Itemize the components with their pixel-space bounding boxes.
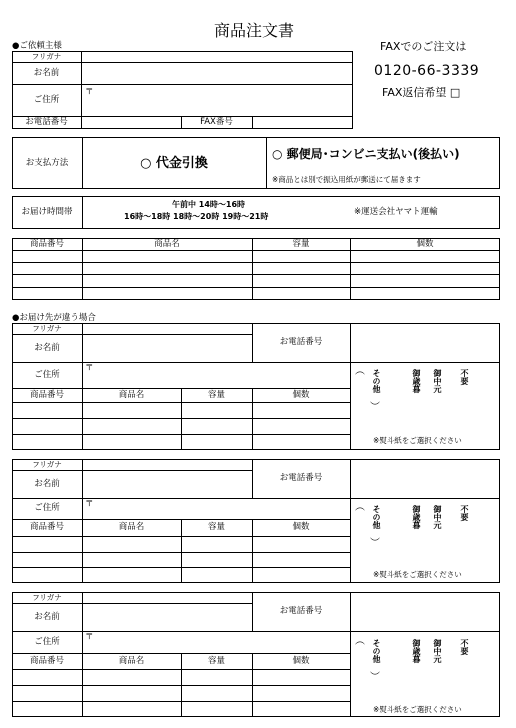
items-header-code: 商品番号 [29,238,64,249]
delivery-time-slots-1[interactable]: 午前中 14時～16時 [172,200,246,209]
alt3-noshi-note: ※熨斗紙をご選択ください [373,705,462,714]
alt3-noshi-option-other[interactable]: その他 [372,639,381,663]
alt1-noshi-option-oseibo[interactable]: 御歳暮 [412,369,421,393]
page-title: 商品注文書 [214,21,295,40]
alt2-noshi-option-oseibo[interactable]: 御歳暮 [412,505,421,529]
requester-furigana-field[interactable] [82,52,352,62]
alt2-address-label: ご住所 [34,503,60,514]
carrier-note: ※運送会社ヤマト運輸 [354,207,438,217]
alt1-furigana-label: フリガナ [32,323,62,333]
alt1-noshi-option-ochugen[interactable]: 御中元 [433,369,442,393]
alt3-noshi-option-none[interactable]: 不要 [460,639,469,655]
alt3-noshi-bracket-open: ︵ [355,636,365,647]
alt2-noshi-bracket-close: ︶ [370,538,380,549]
alt1-noshi-bracket-open: ︵ [355,366,365,377]
alt3-postal-mark: 〒 [85,632,94,642]
alt1-header-quantity: 個数 [292,389,310,400]
items-header-volume: 容量 [292,238,310,249]
payment-label: お支払方法 [25,157,69,168]
alt3-furigana-label: フリガナ [32,592,62,602]
delivery-time-label: お届け時間帯 [21,207,73,218]
alt2-name-label: お名前 [34,478,60,489]
alt2-header-quantity: 個数 [292,522,310,533]
payment-cod-option[interactable]: ○ 代金引換 [140,155,208,171]
alt2-header-code: 商品番号 [29,522,64,533]
requester-fax-label: FAX番号 [200,117,233,128]
requester-fax-field[interactable] [253,117,352,129]
alt3-noshi-bracket-close: ︶ [370,672,380,683]
alt2-noshi-bracket-open: ︵ [355,502,365,513]
requester-heading: ●ご依頼主様 [12,41,62,51]
fax-number: 0120-66-3339 [374,63,480,79]
alt1-noshi-option-none[interactable]: 不要 [460,369,469,385]
alt3-header-quantity: 個数 [292,655,310,666]
payment-postal-option[interactable]: ○ 郵便局･コンビニ支払い(後払い) [272,147,460,161]
alt1-noshi-option-other[interactable]: その他 [372,369,381,393]
fax-order-label: FAXでのご注文は [380,40,467,53]
alt2-furigana-label: フリガナ [32,459,62,469]
alt1-phone-label: お電話番号 [279,337,323,348]
alt2-noshi-option-ochugen[interactable]: 御中元 [433,505,442,529]
alt2-noshi-option-none[interactable]: 不要 [460,505,469,521]
alt3-phone-label: お電話番号 [279,606,323,617]
alt2-header-name: 商品名 [118,522,145,533]
requester-furigana-label: フリガナ [31,51,62,61]
alt1-header-code: 商品番号 [29,389,64,400]
alt1-address-label: ご住所 [34,369,60,380]
alt3-name-label: お名前 [34,611,60,622]
alt3-header-name: 商品名 [118,655,145,666]
alt2-noshi-note: ※熨斗紙をご選択ください [373,570,462,579]
delivery-time-slots-2[interactable]: 16時～18時 18時～20時 19時～21時 [124,212,269,221]
alt2-postal-mark: 〒 [85,499,94,509]
alt2-phone-label: お電話番号 [279,473,323,484]
alt3-header-volume: 容量 [207,655,225,666]
alt3-header-code: 商品番号 [29,655,64,666]
requester-phone-label: お電話番号 [25,117,68,128]
requester-address-label: ご住所 [33,94,60,105]
alt1-header-volume: 容量 [207,389,225,400]
alt1-noshi-bracket-close: ︶ [370,402,380,413]
requester-name-field[interactable] [82,63,352,84]
payment-postal-note: ※商品とは別で振込用紙が郵送にて届きます [272,175,421,184]
alt3-noshi-option-ochugen[interactable]: 御中元 [433,639,442,663]
fax-reply-checkbox[interactable]: FAX返信希望 □ [382,86,461,99]
alt2-header-volume: 容量 [207,522,225,533]
alt1-name-label: お名前 [34,342,60,353]
requester-postal-mark: 〒 [85,87,94,97]
requester-address-field[interactable] [82,85,352,116]
items-header-name: 商品名 [154,238,180,249]
requester-name-label: お名前 [33,67,60,78]
alt3-noshi-option-oseibo[interactable]: 御歳暮 [412,639,421,663]
alt-delivery-heading: ●お届け先が違う場合 [12,313,96,323]
alt3-address-label: ご住所 [34,636,60,647]
alt1-postal-mark: 〒 [85,363,94,373]
alt1-noshi-note: ※熨斗紙をご選択ください [373,436,462,445]
alt2-noshi-option-other[interactable]: その他 [372,505,381,529]
items-header-quantity: 個数 [416,238,434,249]
requester-phone-field[interactable] [82,117,181,129]
alt1-header-name: 商品名 [118,389,145,400]
